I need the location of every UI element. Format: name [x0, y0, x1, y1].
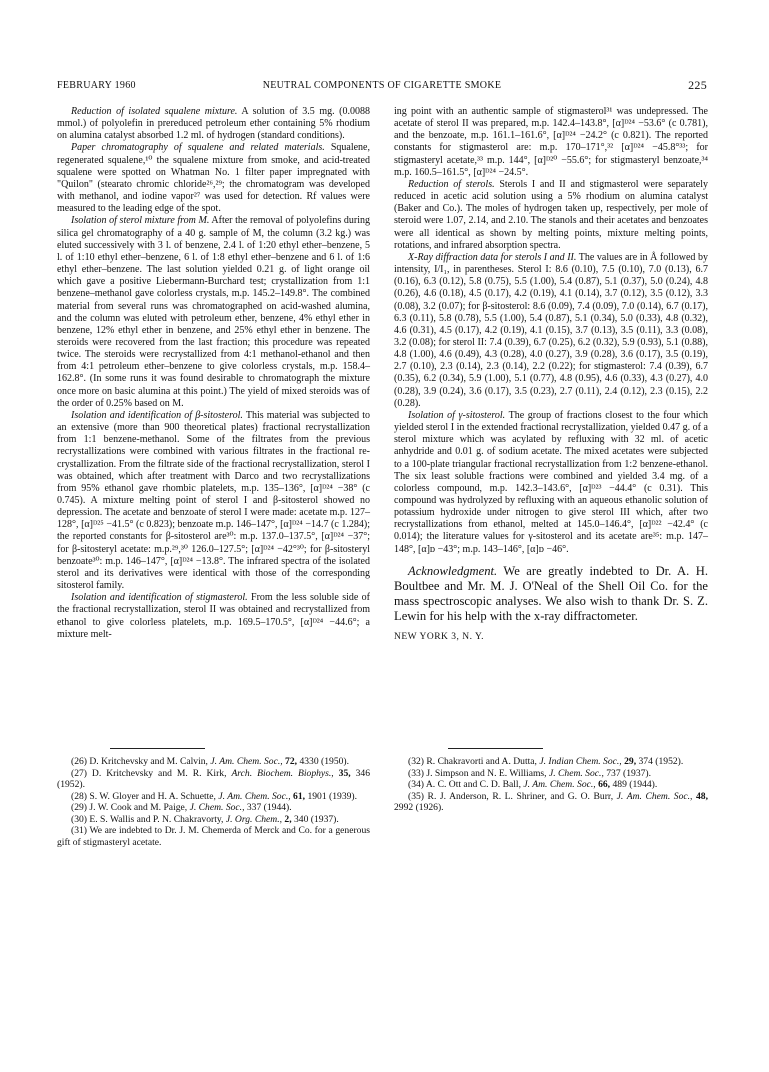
reference-number: (35) — [408, 790, 424, 802]
reference-journal: Arch. Biochem. Biophys., — [231, 767, 334, 779]
section-title: Reduction of isolated squalene mixture. — [71, 106, 238, 117]
reference-journal: J. Am. Chem. Soc., — [210, 756, 283, 767]
section-title: Isolation and identification of stigmasterol. — [71, 592, 248, 604]
paragraph-paper-chromatography — [57, 142, 370, 215]
paragraph-text: After the removal of polyolefins during silica gel chromatography of a 40 g. sample of M, the column (3.2 kg.) was eluted successively with 3 l. of benzene, 2.4 l. of 1:20 ethyl ether–benzene, 5 l. of 1:10 ethyl ether–benzene, 6 l. of 1:8 ethyl ether–benzene and 6 l. of 1:6 ethyl ether–benzene. The last solution yielded 0.21 g. of light orange oil which gave a positive Liebermann-Burchard test; crystallization from 1:1 benzene–methanol gave colorless crystals, m.p. 145.2–149.8°. The combined material from several runs was chromatographed on acid-washed alumina, and the column was eluted with petroleum ether, benzene, 4% ethyl ether in benzene, 12% ethyl ether in benzene, and 25% ethyl ether in benzene. The steroids were recovered from the last fraction; this procedure was repeated twice. The steroids were recrystallized from 4:1 methanol-ethanol and then from 4:1 petroleum ether–benzene to give colorless crystals, m.p. 158.4–162.8°. (In some runs it was found desirable to chromatograph the mixture once more on basic alumina at this point.) The yield of mixed steroids was of the order of 0.25% based on M. — [57, 215, 370, 409]
reference-item — [57, 791, 370, 803]
reference-item — [394, 768, 708, 780]
reference-number: (34) — [408, 779, 424, 790]
reference-number: (28) — [71, 790, 87, 802]
paragraph-text: Sterols I and II and stigmasterol were separately reduced in acetic acid solution using a 5% rhodium on alumina catalyst (Baker and Co.). The moles of hydrogen taken up, respectively, per mole of steroid were 1.07, 2.14, and 2.10. The stanols and their acetates and benzoates were all identical as shown by melting points, mixture melting points, rotations, and infrared absorption spectra. — [394, 178, 708, 251]
reference-item — [394, 756, 708, 768]
reference-item — [57, 756, 370, 768]
reference-journal: J. Am. Chem. Soc., — [523, 779, 596, 790]
running-title: NEUTRAL COMPONENTS OF CIGARETTE SMOKE — [262, 80, 502, 91]
reference-authors: We are indebted to Dr. J. M. Chemerda of Merck and Co. for a generous gift of stigmasteryl acetate. — [57, 825, 370, 848]
reference-volume: 35, — [333, 767, 351, 779]
paragraph-stigmasterol — [57, 592, 370, 641]
paragraph-xray-data — [394, 252, 708, 410]
paragraph-squalene-reduction — [57, 106, 370, 142]
reference-journal: J. Chem. Soc., — [548, 767, 604, 779]
acknowledgment-title: Acknowledgment. — [408, 563, 498, 578]
reference-pages: 346 (1952). — [57, 767, 370, 790]
reference-number: (30) — [71, 813, 87, 825]
reference-authors: R. J. Anderson, R. L. Shriner, and G. O. Burr, — [423, 790, 617, 802]
section-title: Isolation of γ-sitosterol. — [408, 409, 506, 421]
reference-journal: J. Org. Chem., — [225, 813, 282, 825]
section-title: Reduction of sterols. — [408, 178, 495, 190]
reference-number: (26) — [71, 756, 87, 767]
reference-pages: 374 (1952). — [636, 756, 684, 767]
reference-volume: 66, — [595, 779, 611, 790]
section-title: Isolation of sterol mixture from M. — [71, 215, 210, 227]
footnote-divider-left — [110, 748, 205, 749]
paragraph-sterol-reduction — [394, 179, 708, 252]
reference-authors: D. Kritchevsky and M. R. Kirk, — [86, 767, 232, 779]
reference-number: (32) — [408, 756, 424, 767]
section-title: Paper chromatography of squalene and related materials. — [71, 142, 325, 154]
footnote-divider-right — [448, 748, 543, 749]
reference-pages: 337 (1944). — [244, 802, 292, 813]
reference-journal: J. Am. Chem. Soc., — [218, 790, 291, 802]
paragraph-beta-sitosterol — [57, 410, 370, 592]
running-head — [57, 80, 707, 94]
reference-authors: E. S. Wallis and P. N. Chakravorty, — [86, 813, 226, 825]
page-number: 225 — [688, 78, 707, 92]
paragraph-continued: ing point with an authentic sample of stigmasterol³¹ was undepressed. The acetate of sterol II was prepared, m.p. 142.4–143.8°, [α]ᴰ²⁴ −53.6° (c 0.781), and the benzoate, m.p. 161.1–161.6°, [α]ᴰ²⁴ −24.2° (c 0.821). The reported constants for stigmasterol are: m.p. 170–171°,³² [α]ᴰ²⁴ −45.8°³³; for stigmasteryl acetate,³³ m.p. 144°, [α]ᴰ²⁰ −55.6°; for stigmasteryl benzoate,³⁴ m.p. 160.5–161.5°, [α]ᴰ²⁴ −24.5°. — [394, 106, 708, 178]
reference-volume: 61, — [290, 790, 306, 802]
reference-item — [394, 791, 708, 814]
reference-pages: 737 (1937). — [603, 767, 652, 779]
reference-authors: D. Kritchevsky and M. Calvin, — [86, 756, 211, 767]
acknowledgment — [394, 564, 708, 625]
reference-journal: J. Chem. Soc., — [189, 802, 245, 813]
reference-number: (33) — [408, 767, 424, 779]
acknowledgment-text: We are greatly indebted to Dr. A. H. Boultbee and Mr. M. J. O'Neal of the Shell Oil Co. for the mass spectroscopic analyses. We also wish to thank Dr. S. Z. Lewin for his help with the x-ray diffractometer. — [394, 563, 708, 624]
issue-date: FEBRUARY 1960 — [57, 80, 136, 91]
section-title: X-Ray diffraction data for sterols I and II. — [408, 251, 577, 263]
reference-number: (29) — [71, 802, 87, 813]
reference-item — [57, 768, 370, 791]
paragraph-text: The values are in Å followed by intensity, I/I₁, in parentheses. Sterol I: 8.6 (0.10), 7.5 (0.10), 7.0 (0.13), 6.7 (0.16), 6.3 (0.12), 5.8 (0.75), 5.5 (1.00), 5.4 (0.87), 5.1 (0.37), 5.0 (0.24), 4.8 (0.26), 4.6 (0.18), 4.5 (0.17), 4.2 (0.19), 4.1 (0.14), 3.7 (0.12), 3.5 (0.12), 3.3 (0.08), 3.2 (0.07); for β-sitosterol: 8.6 (0.09), 7.4 (0.09), 7.0 (0.14), 6.7 (0.17), 6.3 (0.11), 5.8 (0.78), 5.5 (1.00), 5.4 (0.87), 5.1 (0.34), 5.0 (0.33), 4.8 (0.32), 4.6 (0.31), 4.5 (0.17), 4.2 (0.19), 4.1 (0.15), 3.7 (0.13), 3.5 (0.11), 3.3 (0.08), 3.2 (0.08); for sterol II: 7.4 (0.39), 6.7 (0.25), 6.2 (0.32), 5.9 (0.93), 5.1 (0.88), 4.8 (1.00), 4.6 (0.49), 4.3 (0.28), 4.0 (0.27), 3.9 (0.28), 3.6 (0.17), 3.5 (0.19), 2.7 (0.10), 2.3 (0.14), 2.3 (0.14), 2.2 (0.22); for stigmasterol: 7.4 (0.39), 6.7 (0.35), 6.2 (0.34), 5.9 (1.00), 5.1 (0.77), 4.8 (0.95), 4.6 (0.33), 4.3 (0.27), 4.0 (0.28), 3.9 (0.24), 3.6 (0.17), 3.5 (0.23), 2.7 (0.11), 2.4 (0.12), 2.3 (0.15), 2.2 (0.28). — [394, 251, 708, 409]
reference-pages: 340 (1937). — [291, 813, 339, 825]
reference-pages: 1901 (1939). — [305, 790, 358, 802]
reference-pages: 4330 (1950). — [297, 756, 350, 767]
paragraph-gamma-sitosterol — [394, 410, 708, 556]
reference-journal: J. Indian Chem. Soc., — [539, 756, 622, 767]
reference-number: (27) — [71, 767, 87, 779]
reference-volume: 2, — [282, 813, 292, 825]
section-title: Isolation and identification of β-sitosterol. — [71, 409, 243, 421]
reference-item — [57, 814, 370, 826]
references-left — [57, 756, 370, 848]
reference-authors: R. Chakravorti and A. Dutta, — [423, 756, 540, 767]
reference-number: (31) — [71, 825, 87, 836]
reference-volume: 72, — [282, 756, 298, 767]
reference-volume: 48, — [692, 790, 709, 802]
paragraph-text: From the less soluble side of the fractional recrystallization, sterol II was obtained and recrystallized from ethanol to give colorless platelets, m.p. 169.5–170.5°, [α]ᴰ²⁴ −44.6°; a mixture melt- — [57, 592, 370, 640]
right-column — [394, 106, 708, 643]
reference-journal: J. Am. Chem. Soc., — [616, 790, 693, 802]
reference-pages: 2992 (1926). — [394, 802, 444, 813]
reference-pages: 489 (1944). — [610, 779, 658, 790]
reference-item — [57, 825, 370, 848]
paragraph-text: This material was subjected to an extensive (more than 900 theoretical plates) fractional recrystallization from 1:1 benzene-methanol. Some of the filtrates from the previous recrystallizations were combined with various filtrates in the fractional re-crystallization. From the filtrate side of the fractional recrystallization, sterol I was obtained, which after treatment with Darco and two recrystallizations from 95% ethanol gave rhombic platelets, m.p. 135–136°, [α]ᴰ²⁴ −38° (c 0.745). A mixture melting point of sterol I and β-sitosterol showed no depression. The acetate and benzoate of sterol I were made: acetate m.p. 127–128°, [α]ᴰ²⁵ −41.5° (c 0.823); benzoate m.p. 146–147°, [α]ᴰ²⁴ −14.7 (c 1.284); the reported constants for β-sitosterol are³⁰: m.p. 137.0–137.5°, [α]ᴰ²⁴ −37°; for β-sitosteryl acetate: m.p.²⁹,³⁰ 126.0–127.5°; [α]ᴰ²⁴ −42°³⁰; for β-sitosteryl benzoate³⁰: m.p. 146–147°, [α]ᴰ²⁴ −13.8°. The infrared spectra of the isolated sterol and its derivatives were identical with those of the corresponding sitosterol family. — [57, 409, 371, 592]
references-right — [394, 756, 708, 814]
reference-authors: J. Simpson and N. E. Williams, — [423, 767, 549, 779]
location-signature: NEW YORK 3, N. Y. — [394, 631, 485, 642]
paragraph-text: A solution of 3.5 mg. (0.0088 mmol.) of polyolefin in prereduced petroleum ether containing 5% rhodium on alumina catalyst absorbed 1.2 ml. of hydrogen (standard conditions). — [57, 106, 370, 142]
paragraph-text: The group of fractions closest to the four which yielded sterol I in the extended fractional recrystallization, yielded 0.47 g. of a sterol mixture which was acylated by refluxing with 32 ml. of acetic anhydride and 0.01 g. of sodium acetate. The mixed acetates were subjected to a 100-plate triangular fractional recrystallization from 1:2 benzene-ethanol. The six least soluble fractions were combined and yielded 3.4 mg. of a colorless compound, m.p. 142.3–143.6°, [α]ᴰ²³ −44.4° (c 0.31). This compound was hydrolyzed by refluxing with an aqueous ethanolic solution of potassium hydroxide under nitrogen to give sterol III which, after two recrystallizations from ethanol, melted at 145.0–146.4°, [α]ᴰ²² −42.4° (c 0.014); the literature values for γ-sitosterol and its acetate are³⁵: m.p. 147–148°, [α]ᴅ −43°; m.p. 143–146°, [α]ᴅ −46°. — [394, 409, 708, 555]
reference-volume: 29, — [621, 756, 637, 767]
paragraph-sterol-isolation — [57, 215, 370, 410]
paragraph-text: Squalene, regenerated squalene,¹⁰ the squalene mixture from smoke, and acid-treated squalene were spotted on Whatman No. 1 filter paper impregnated with "Quilon" (stearato chromic chloride²⁶,²⁹; the chromatogram was developed with methanol, and iodine vapor²⁷ was used for detection. Rf values were measured to the leading edge of the spot. — [57, 142, 370, 215]
reference-authors: A. C. Ott and C. D. Ball, — [423, 779, 524, 790]
reference-item — [394, 779, 708, 791]
reference-item — [57, 802, 370, 814]
reference-authors: S. W. Gloyer and H. A. Schuette, — [86, 790, 219, 802]
left-column — [57, 106, 370, 641]
reference-authors: J. W. Cook and M. Paige, — [86, 802, 190, 813]
